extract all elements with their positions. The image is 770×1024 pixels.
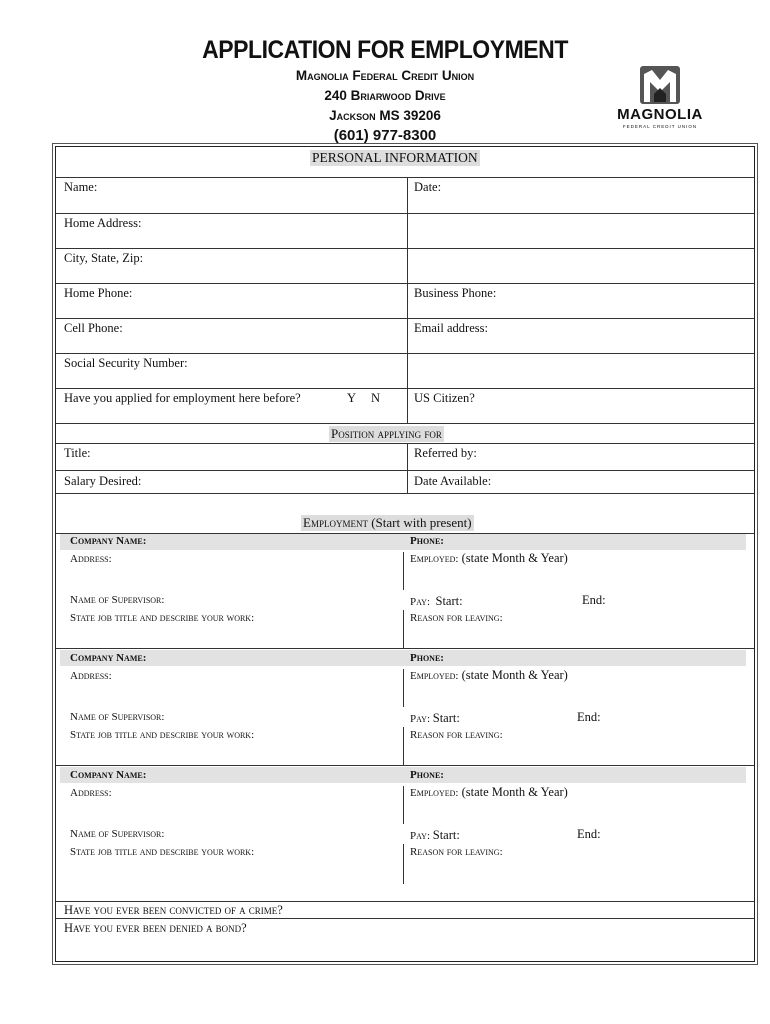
title-field[interactable]: Title: <box>64 446 91 460</box>
employer-1-start: Start: <box>435 594 463 608</box>
employer-1-employed-label: Employed: <box>410 553 459 565</box>
employer-1-end[interactable]: End: <box>582 593 606 607</box>
employer-1-employed-note: (state Month & Year) <box>458 551 568 565</box>
us-citizen-field[interactable]: US Citizen? <box>414 391 475 405</box>
employer-2-pay-label: Pay: <box>410 713 430 725</box>
employer-3-end[interactable]: End: <box>577 827 601 841</box>
magnolia-logo <box>606 64 714 130</box>
email-field[interactable]: Email address: <box>414 321 488 335</box>
employer-2-phone[interactable]: Phone: <box>410 652 444 664</box>
home-address-field[interactable]: Home Address: <box>64 216 142 230</box>
employer-1-phone[interactable]: Phone: <box>410 535 444 547</box>
employer-3-reason[interactable]: Reason for leaving: <box>410 846 503 858</box>
employer-2-end[interactable]: End: <box>577 710 601 724</box>
name-field[interactable]: Name: <box>64 180 98 194</box>
magnolia-m-icon <box>606 64 714 106</box>
crime-question[interactable]: Have you ever been convicted of a crime? <box>64 903 283 917</box>
employer-2-company-name[interactable]: Company Name: <box>70 652 147 664</box>
employer-1-employed[interactable] <box>410 551 568 566</box>
employer-2-job-title[interactable]: State job title and describe your work: <box>70 729 255 741</box>
ssn-field[interactable]: Social Security Number: <box>64 356 188 370</box>
employer-2-employed-label: Employed: <box>410 670 459 682</box>
applied-before-question: Have you applied for employment here before? <box>64 391 301 405</box>
employer-3-phone[interactable]: Phone: <box>410 769 444 781</box>
form-title: APPLICATION FOR EMPLOYMENT <box>202 36 568 64</box>
referred-by-field[interactable]: Referred by: <box>414 446 477 460</box>
employer-2-employed[interactable] <box>410 668 568 683</box>
employer-3-company-name[interactable]: Company Name: <box>70 769 147 781</box>
employer-1-pay-label: Pay: <box>410 596 430 608</box>
employer-2-header-band <box>60 650 746 666</box>
logo-subtext: FEDERAL CREDIT UNION <box>622 124 698 129</box>
logo-wordmark: MAGNOLIA <box>617 106 703 123</box>
employer-2-employed-note: (state Month & Year) <box>458 668 568 682</box>
employer-3-employed-label: Employed: <box>410 787 459 799</box>
salary-desired-field[interactable]: Salary Desired: <box>64 474 142 488</box>
employer-3-address[interactable]: Address: <box>70 787 112 799</box>
employer-3-employed[interactable] <box>410 785 568 800</box>
section-position-applying: Position applying for <box>331 426 442 441</box>
employer-2-reason[interactable]: Reason for leaving: <box>410 729 503 741</box>
employer-3-pay[interactable] <box>410 828 460 843</box>
section-personal-information: PERSONAL INFORMATION <box>312 150 478 165</box>
section-employment <box>301 515 474 531</box>
applied-before-no-option[interactable]: N <box>371 391 381 405</box>
employer-2-address[interactable]: Address: <box>70 670 112 682</box>
employer-3-header-band <box>60 767 746 783</box>
employment-title-note: (Start with present) <box>367 515 472 530</box>
employer-1-supervisor[interactable]: Name of Supervisor: <box>70 594 165 606</box>
employer-1-reason[interactable]: Reason for leaving: <box>410 612 503 624</box>
date-available-field[interactable]: Date Available: <box>414 474 492 488</box>
employer-1-address[interactable]: Address: <box>70 553 112 565</box>
employment-title: Employment <box>303 515 368 530</box>
employer-2-pay[interactable] <box>410 711 460 726</box>
home-phone-field[interactable]: Home Phone: <box>64 286 133 300</box>
employer-3-supervisor[interactable]: Name of Supervisor: <box>70 828 165 840</box>
employer-3-pay-label: Pay: <box>410 830 430 842</box>
employer-3-employed-note: (state Month & Year) <box>458 785 568 799</box>
employer-3-start: Start: <box>432 828 460 842</box>
employer-1-job-title[interactable]: State job title and describe your work: <box>70 612 255 624</box>
city-state-zip-field[interactable]: City, State, Zip: <box>64 251 144 265</box>
date-field[interactable]: Date: <box>414 180 442 194</box>
employer-2-start: Start: <box>432 711 460 725</box>
employer-2-supervisor[interactable]: Name of Supervisor: <box>70 711 165 723</box>
employer-1-header-band <box>60 534 746 550</box>
bond-question[interactable]: Have you ever been denied a bond? <box>64 921 247 935</box>
org-city: Jackson MS 39206 <box>329 108 441 123</box>
employer-1-pay[interactable] <box>410 594 463 609</box>
business-phone-field[interactable]: Business Phone: <box>414 286 497 300</box>
employer-3-job-title[interactable]: State job title and describe your work: <box>70 846 255 858</box>
employer-1-company-name[interactable]: Company Name: <box>70 535 147 547</box>
org-phone: (601) 977-8300 <box>333 127 437 144</box>
org-name: Magnolia Federal Credit Union <box>295 68 475 83</box>
applied-before-yes-option[interactable]: Y <box>347 391 357 405</box>
org-street: 240 Briarwood Drive <box>324 88 446 103</box>
cell-phone-field[interactable]: Cell Phone: <box>64 321 123 335</box>
